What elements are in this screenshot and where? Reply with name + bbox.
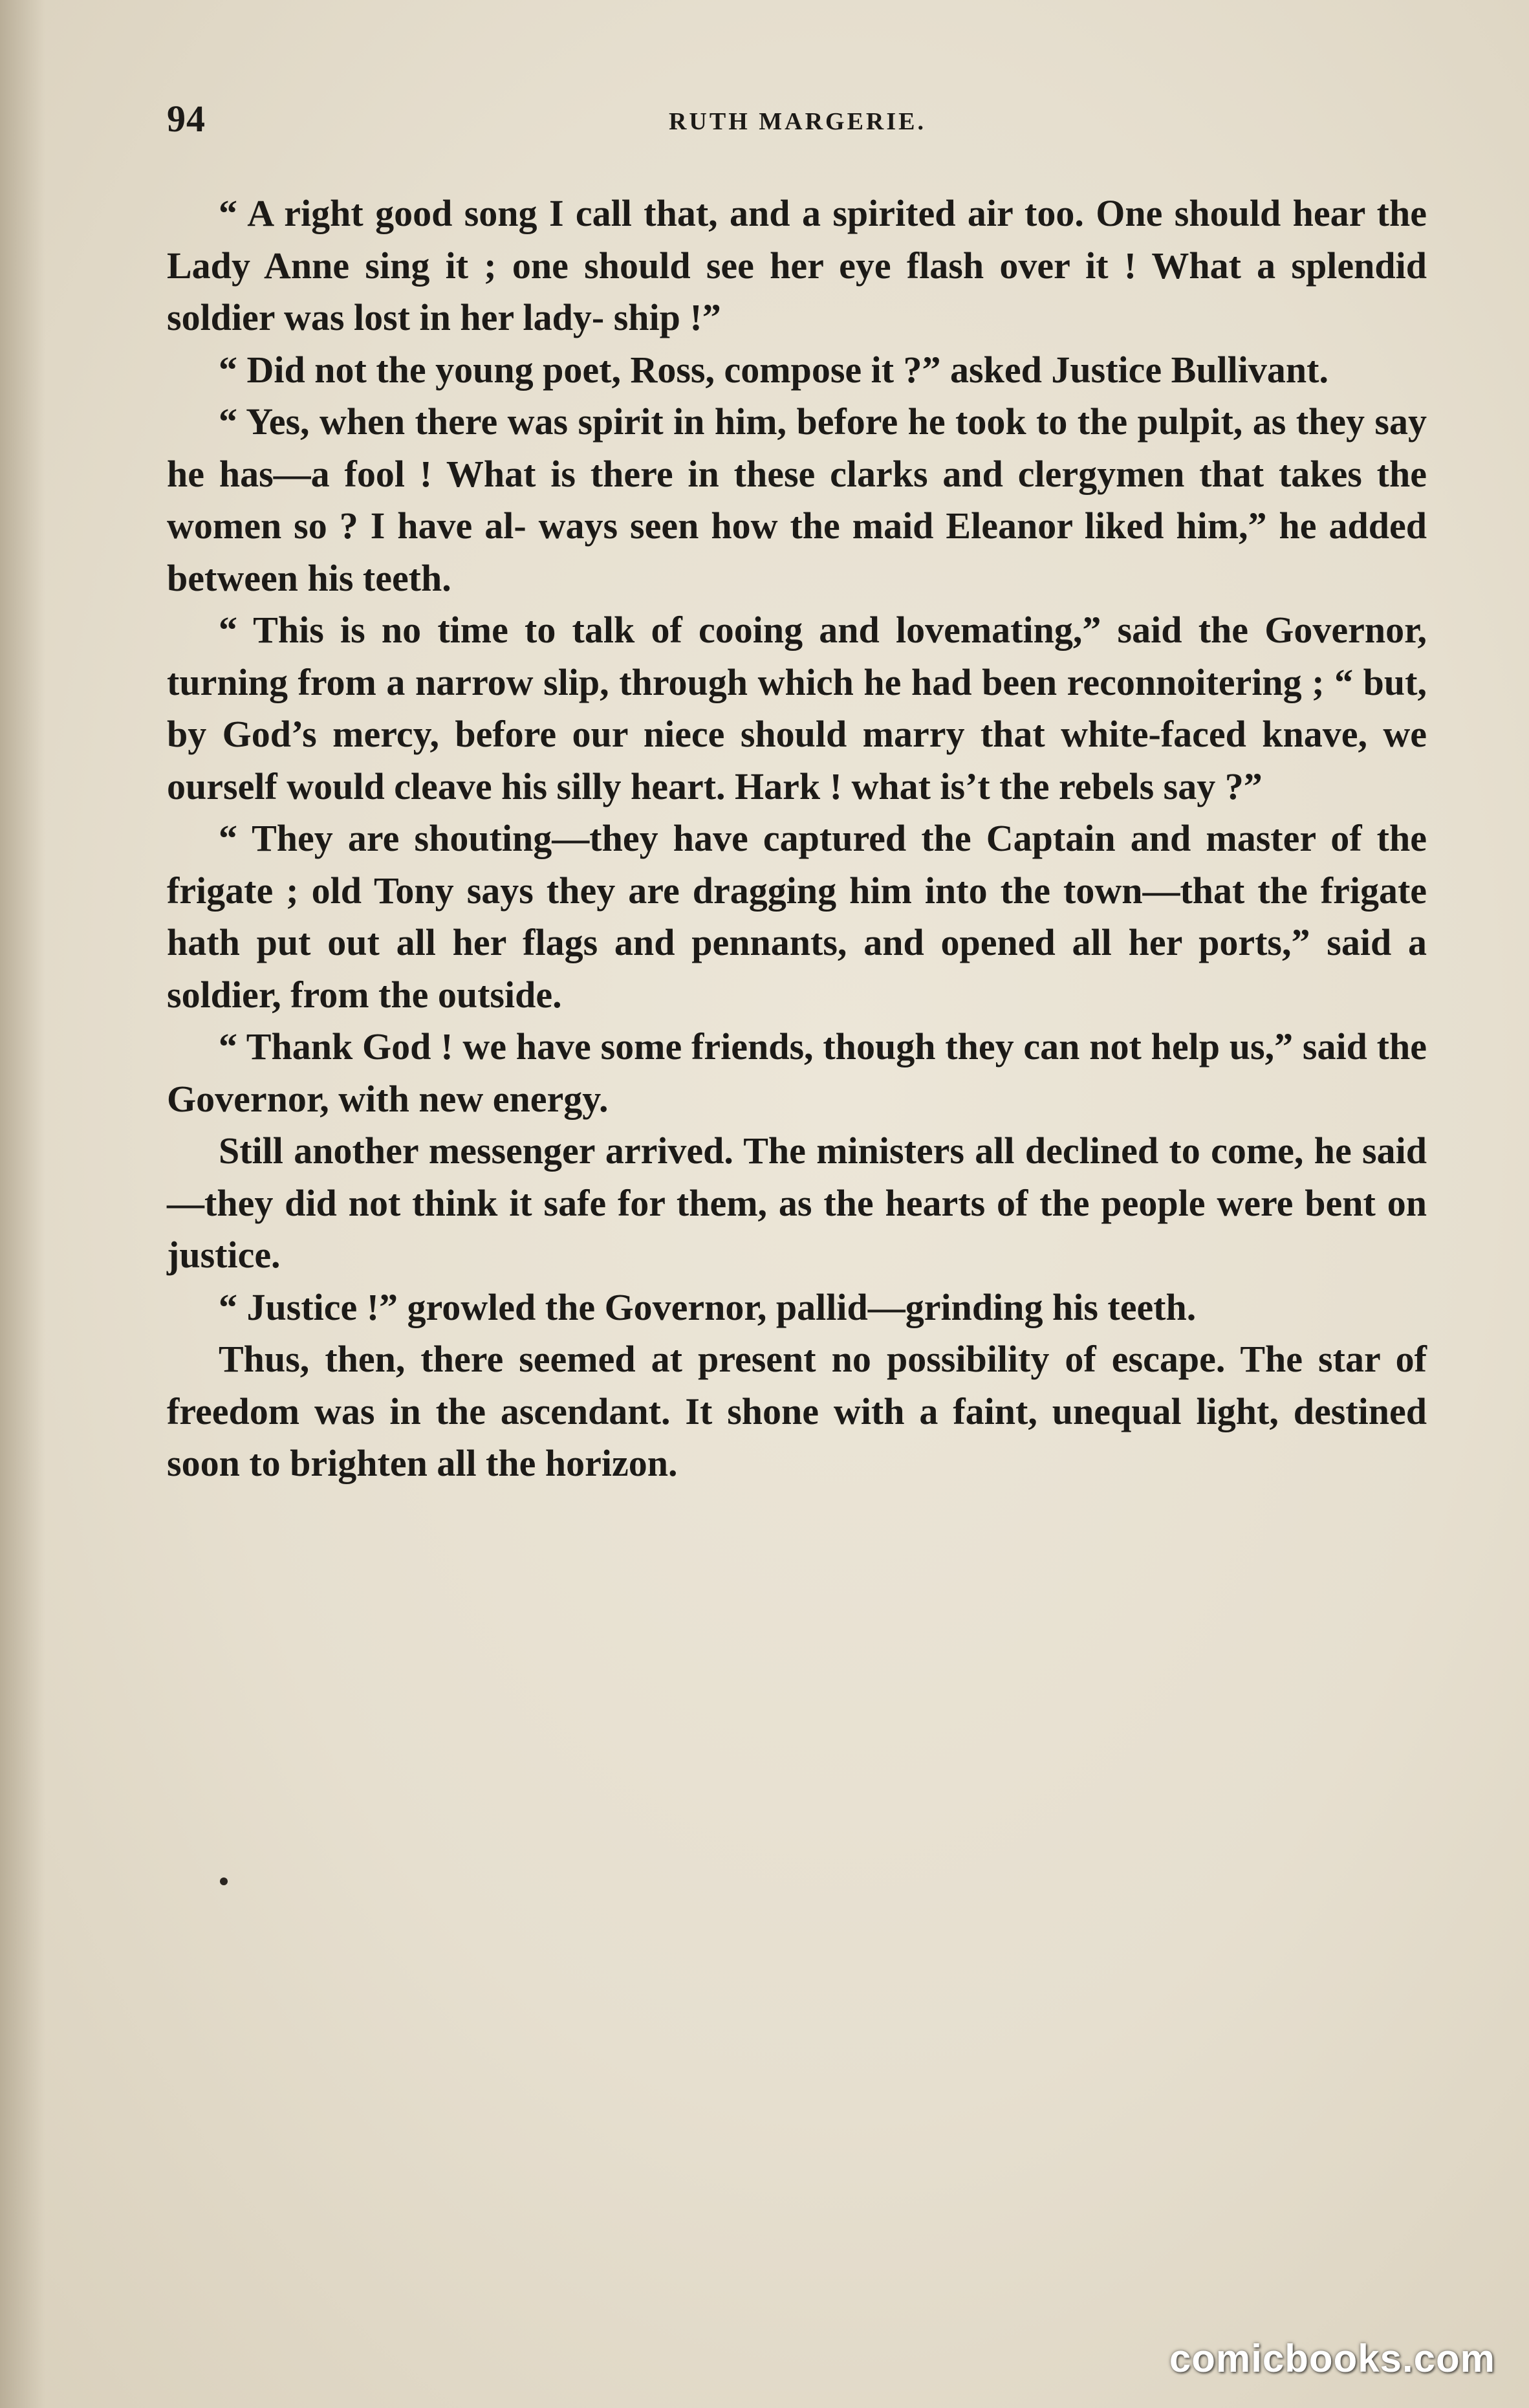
paragraph: “ Thank God ! we have some friends, though they can not help us,” said the Governor, with new energy. — [167, 1025, 1427, 1120]
paragraph: “ Did not the young poet, Ross, compose it ?” asked Justice Bullivant. — [219, 348, 1328, 391]
running-head: RUTH MARGERIE. — [668, 108, 927, 135]
paragraph: Still another messenger arrived. The ministers all declined to come, he said—they did not think it safe for them, as the hearts of the people were bent on justice. — [167, 1130, 1427, 1276]
page-header — [167, 97, 1428, 149]
page-number: 94 — [167, 98, 206, 140]
paragraph: “ This is no time to talk of cooing and lovemating,” said the Governor, turning from a narrow slip, through which he had been reconnoitering ; “ but, by God’s mercy, before our niece should marry that white-faced knave, we ourself would cleave his silly heart. Hark ! what is’t the rebels say ?” — [167, 609, 1427, 807]
paragraph: “ A right good song I call that, and a spirited air too. One should hear the Lady Anne sing it ; one should see her eye flash over it ! What a splendid soldier was lost in her lady- ship !” — [167, 192, 1427, 338]
ink-speck — [220, 1877, 228, 1885]
paragraph: “ Yes, when there was spirit in him, before he took to the pulpit, as they say he has—a fool ! What is there in these clarks and clergymen that takes the women so ? I have al- ways seen how the maid Eleanor liked him,” he added between his teeth. — [167, 400, 1427, 599]
paragraph: “ They are shouting—they have captured the Captain and master of the frigate ; old Tony says they are dragging him into the town—that the frigate hath put out all her flags and pennants, and opened all her ports,” said a soldier, from the outside. — [167, 817, 1427, 1016]
body-text — [167, 188, 1427, 1490]
watermark: comicbooks.com — [1169, 2337, 1495, 2380]
paragraph: Thus, then, there seemed at present no possibility of escape. The star of freedom was in the ascendant. It shone with a faint, unequal light, destined soon to brighten all the horizon. — [167, 1338, 1427, 1484]
paragraph: “ Justice !” growled the Governor, pallid—grinding his teeth. — [219, 1286, 1197, 1328]
page-gutter-shadow — [0, 0, 45, 2408]
